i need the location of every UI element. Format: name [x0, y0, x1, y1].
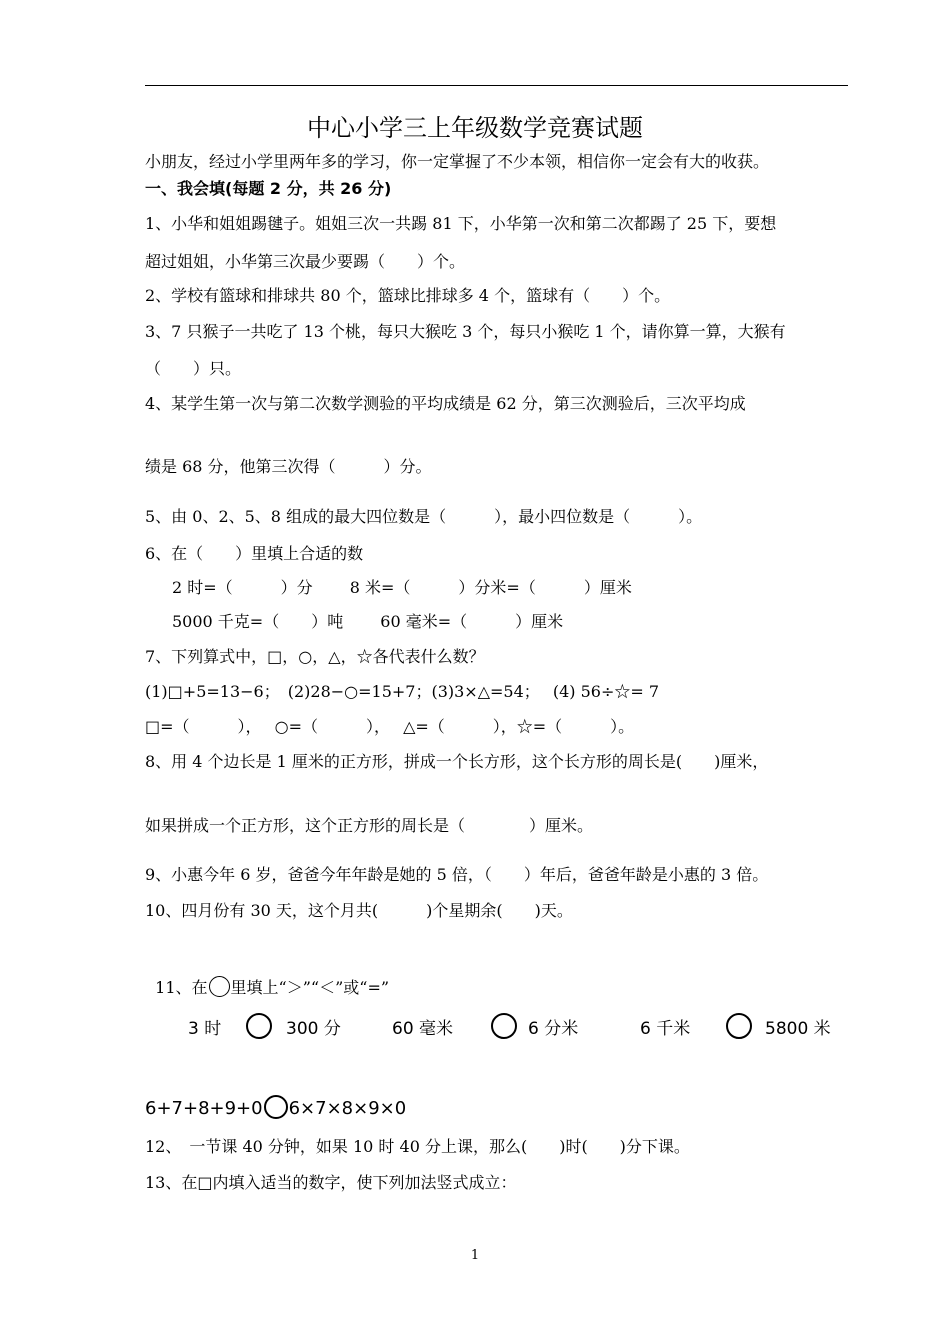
circle-icon — [246, 1013, 272, 1039]
page-number: 1 — [470, 1248, 480, 1263]
question-7-equations: (1)□+5=13−6； (2)28−○=15+7；(3)3×△=54； (4) 56÷☆= 7 — [145, 682, 660, 701]
equation-left: 6+7+8+9+0 — [145, 1098, 263, 1119]
page-title: 中心小学三上年级数学竞赛试题 — [307, 114, 643, 142]
circle-icon — [726, 1013, 752, 1039]
compare-c-right: 5800 米 — [765, 1019, 831, 1039]
question-1-line-2: 超过姐姐，小华第三次最少要踢（ ）个。 — [145, 252, 466, 271]
question-7-answers: □=（ ）， ○=（ ）， △=（ ），☆=（ ）。 — [145, 717, 635, 736]
question-3-line-1: 3、7 只猴子一共吃了 13 个桃，每只大猴吃 3 个，每只小猴吃 1 个，请你算一算，大猴有 — [145, 322, 786, 341]
question-5: 5、由 0、2、5、8 组成的最大四位数是（ ），最小四位数是（ ）。 — [145, 507, 703, 526]
question-3-line-2: （ ）只。 — [145, 359, 242, 378]
question-7: 7、下列算式中，□，○，△，☆各代表什么数？ — [145, 647, 485, 666]
question-11-suffix: 里填上“＞”“＜”或“=” — [230, 978, 390, 997]
circle-icon — [209, 976, 230, 997]
question-2: 2、学校有篮球和排球共 80 个，篮球比排球多 4 个，篮球有（ ）个。 — [145, 286, 671, 305]
circle-icon — [491, 1013, 517, 1039]
circle-icon — [264, 1095, 288, 1119]
equation-compare — [145, 1090, 406, 1118]
header-rule — [145, 85, 848, 86]
intro-text: 小朋友，经过小学里两年多的学习，你一定掌握了不少本领，相信你一定会有大的收获。 — [145, 152, 770, 171]
compare-c-left: 6 千米 — [640, 1019, 691, 1039]
compare-a-right: 300 分 — [286, 1019, 341, 1039]
comparison-row — [188, 1015, 848, 1043]
question-11-prefix: 11、在 — [155, 978, 208, 997]
question-13: 13、在□内填入适当的数字，使下列加法竖式成立： — [145, 1173, 517, 1192]
compare-b-left: 60 毫米 — [392, 1019, 454, 1039]
question-6: 6、在（ ）里填上合适的数 — [145, 544, 364, 563]
question-1-line-1: 1、小华和姐姐踢毽子。姐姐三次一共踢 81 下，小华第一次和第二次都踢了 25 下，要想 — [145, 214, 777, 233]
question-12: 12、 一节课 40 分钟，如果 10 时 40 分上课，那么( )时( )分下课。 — [145, 1137, 690, 1156]
question-4-line-2: 绩是 68 分，他第三次得（ ）分。 — [145, 457, 432, 476]
question-6-row-1: 2 时=（ ）分 8 米=（ ）分米=（ ）厘米 — [172, 578, 632, 597]
compare-b-right: 6 分米 — [528, 1019, 579, 1039]
question-6-row-2: 5000 千克=（ ）吨 60 毫米=（ ）厘米 — [172, 612, 564, 631]
question-10: 10、四月份有 30 天，这个月共( )个星期余( )天。 — [145, 901, 573, 920]
equation-right: 6×7×8×9×0 — [288, 1098, 407, 1119]
question-9: 9、小惠今年 6 岁，爸爸今年年龄是她的 5 倍，（ ）年后，爸爸年龄是小惠的 3 倍。 — [145, 865, 769, 884]
section-heading: 一、我会填(每题 2 分，共 26 分) — [145, 179, 392, 198]
question-11 — [145, 950, 389, 999]
compare-a-left: 3 时 — [188, 1019, 222, 1039]
question-8-line-2: 如果拼成一个正方形，这个正方形的周长是（ ）厘米。 — [145, 816, 594, 835]
question-4-line-1: 4、某学生第一次与第二次数学测验的平均成绩是 62 分，第三次测验后，三次平均成 — [145, 394, 746, 413]
question-8-line-1: 8、用 4 个边长是 1 厘米的正方形，拼成一个长方形，这个长方形的周长是( )厘米， — [145, 752, 769, 771]
